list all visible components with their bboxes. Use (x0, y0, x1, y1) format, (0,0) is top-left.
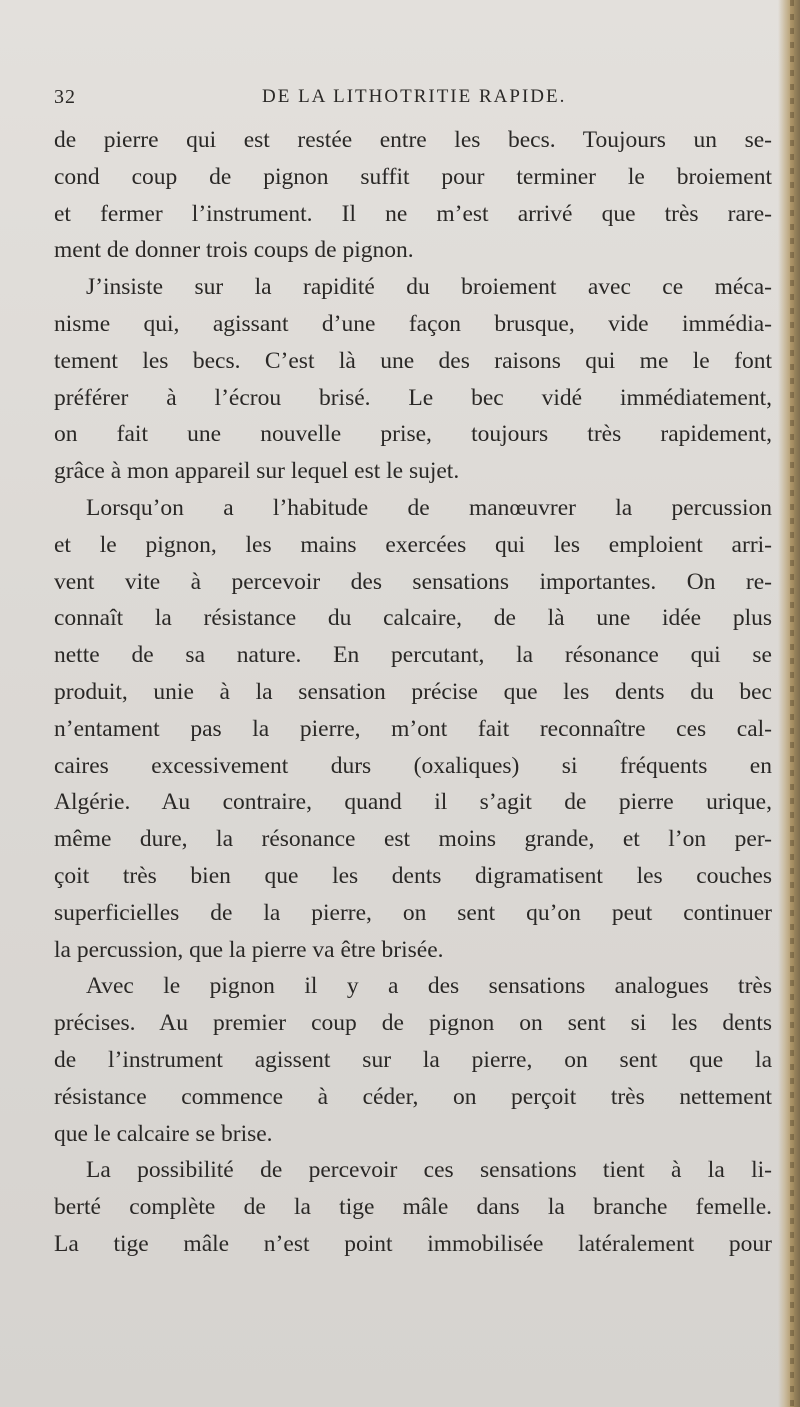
text-line: cond coup de pignon suffit pour terminer le broiement (54, 163, 772, 190)
running-head: DE LA LITHOTRITIE RAPIDE. (262, 86, 567, 107)
body-text (54, 122, 772, 1263)
text-line: connaît la résistance du calcaire, de là une idée plus (54, 605, 772, 632)
text-line: nette de sa nature. En percutant, la résonance qui se (54, 642, 772, 669)
page-edge-texture (790, 0, 794, 1407)
text-line: que le calcaire se brise. (54, 1120, 273, 1147)
text-line: Avec le pignon il y a des sensations analogues très (86, 973, 772, 1000)
text-line: la percussion, que la pierre va être brisée. (54, 936, 444, 963)
text-line: caires excessivement durs (oxaliques) si fréquents en (54, 752, 772, 779)
text-line: La tige mâle n’est point immobilisée latéralement pour (54, 1230, 772, 1257)
text-line: Lorsqu’on a l’habitude de manœuvrer la percussion (86, 494, 772, 521)
text-line: nisme qui, agissant d’une façon brusque, vide immédia- (54, 310, 772, 337)
text-line: vent vite à percevoir des sensations importantes. On re- (54, 568, 772, 595)
text-line: de pierre qui est restée entre les becs. Toujours un se- (54, 127, 772, 153)
page-header (54, 86, 744, 116)
text-line: çoit très bien que les dents digramatisent les couches (54, 862, 772, 889)
text-line: n’entament pas la pierre, m’ont fait reconnaître ces cal- (54, 715, 772, 742)
text-line: produit, unie à la sensation précise que les dents du bec (54, 678, 772, 705)
text-line: tement les becs. C’est là une des raisons qui me le font (54, 347, 772, 374)
text-line: de l’instrument agissent sur la pierre, on sent que la (54, 1046, 772, 1073)
text-line: et le pignon, les mains exercées qui les emploient arri- (54, 531, 772, 558)
text-line: Algérie. Au contraire, quand il s’agit de pierre urique, (54, 789, 772, 816)
text-line: résistance commence à céder, on perçoit très nettement (54, 1083, 772, 1110)
text-line: même dure, la résonance est moins grande, et l’on per- (54, 826, 772, 853)
text-line: J’insiste sur la rapidité du broiement avec ce méca- (86, 274, 772, 301)
text-line: on fait une nouvelle prise, toujours très rapidement, (54, 421, 772, 448)
text-line: ment de donner trois coups de pignon. (54, 237, 414, 264)
text-line: grâce à mon appareil sur lequel est le sujet. (54, 458, 460, 485)
text-line: préférer à l’écrou brisé. Le bec vidé immédiatement, (54, 384, 772, 411)
page-edge-shadow (778, 0, 800, 1407)
text-line: berté complète de la tige mâle dans la branche femelle. (54, 1194, 772, 1221)
text-line: La possibilité de percevoir ces sensations tient à la li- (86, 1157, 772, 1184)
page-number: 32 (54, 86, 76, 108)
text-line: et fermer l’instrument. Il ne m’est arrivé que très rare- (54, 200, 772, 227)
text-line: précises. Au premier coup de pignon on sent si les dents (54, 1010, 772, 1037)
text-line: superficielles de la pierre, on sent qu’on peut continuer (54, 899, 772, 926)
